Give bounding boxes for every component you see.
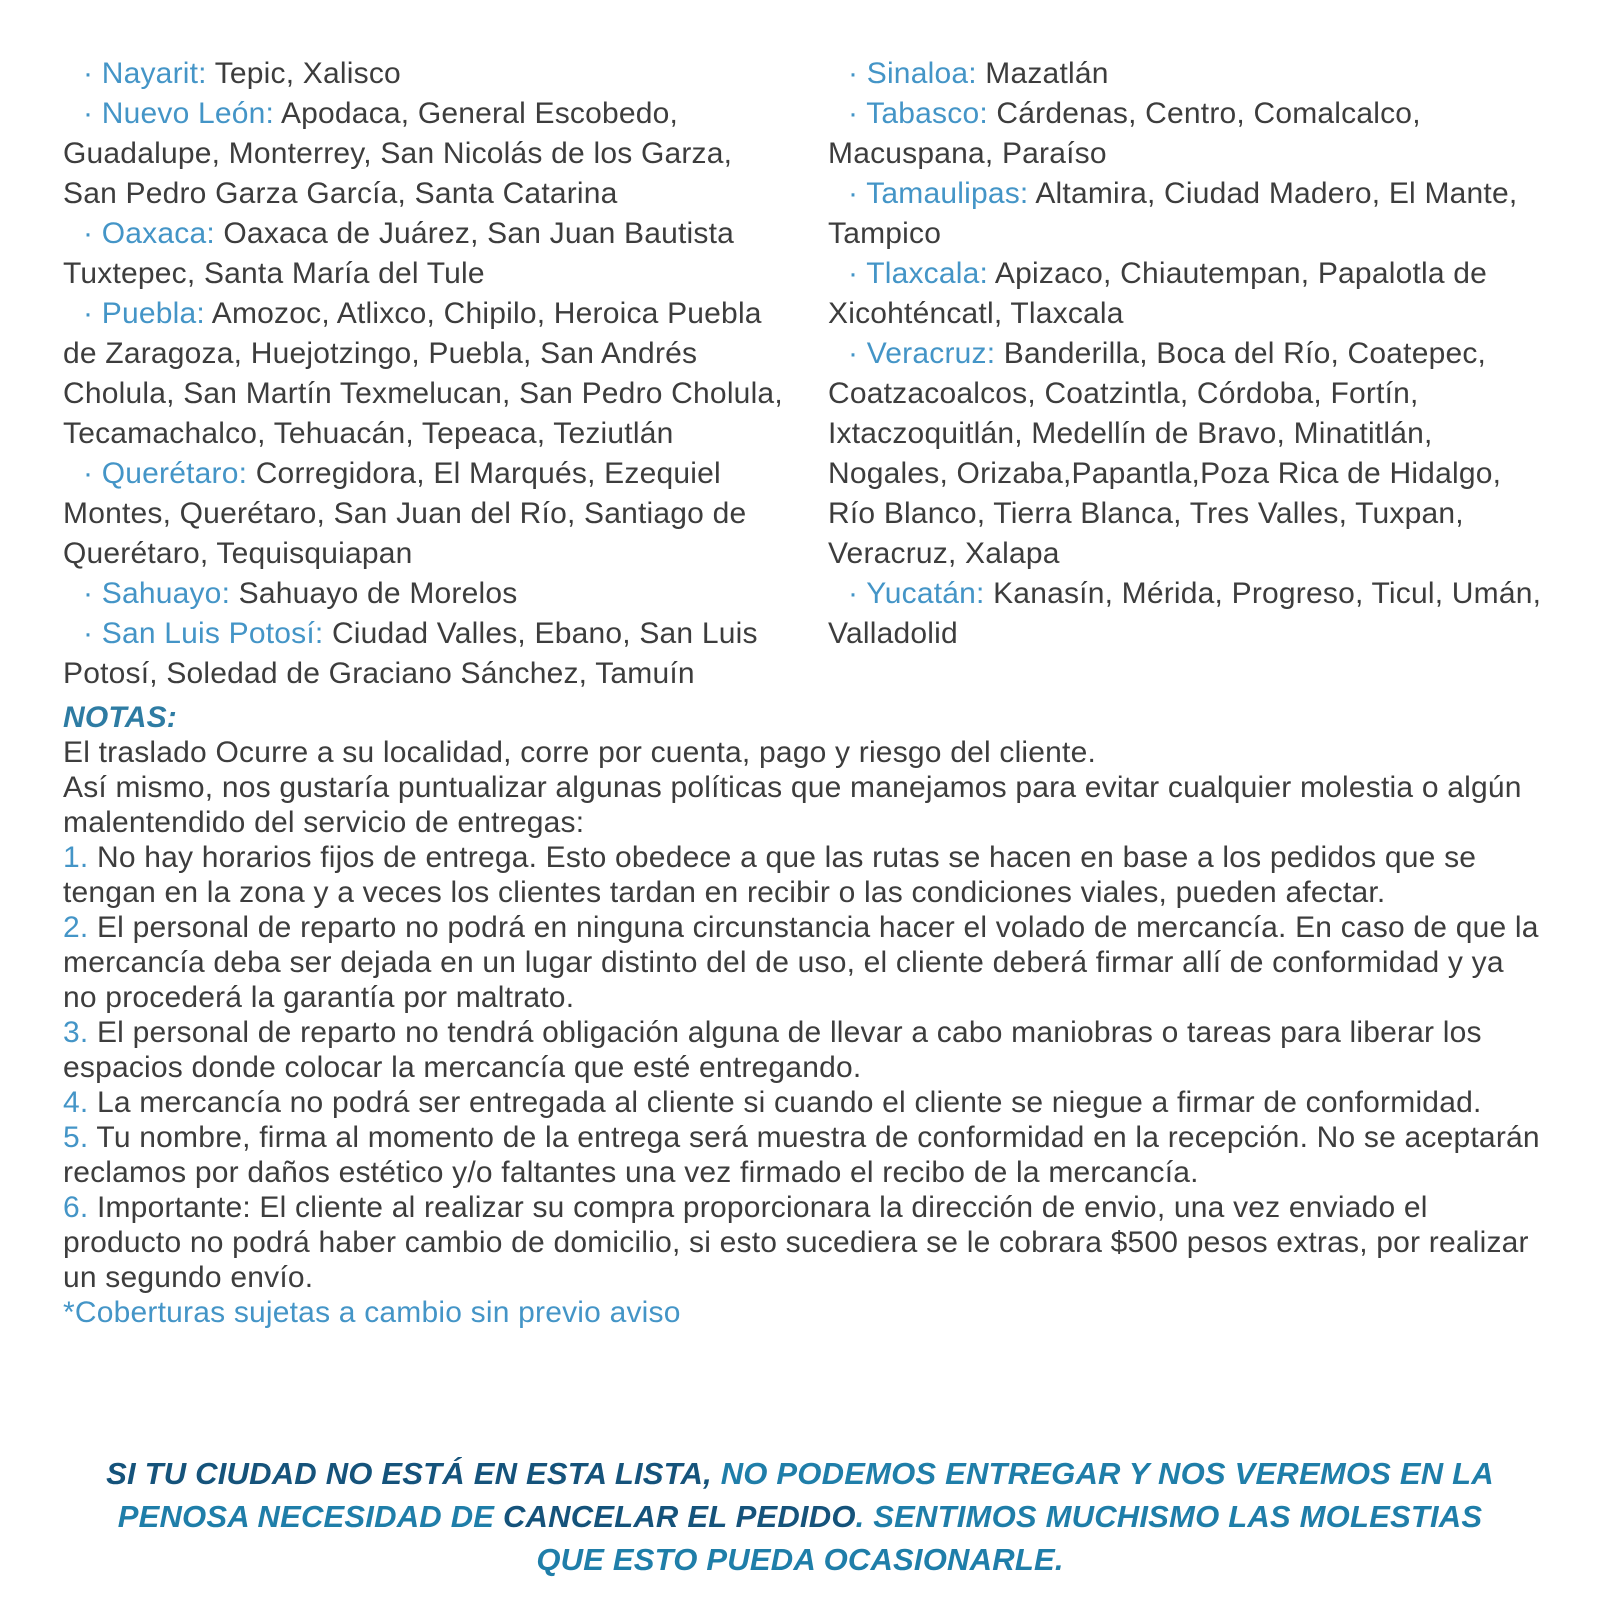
note-number: 5.	[63, 1121, 89, 1154]
bullet-glyph: ·	[83, 97, 102, 130]
bullet-glyph: ·	[83, 297, 102, 330]
notes-section	[63, 700, 1545, 1330]
coverage-entry: · Tamaulipas: Altamira, Ciudad Madero, El Mante, Tampico	[828, 177, 1518, 250]
coverage-entry: · Querétaro: Corregidora, El Marqués, Ezequiel Montes, Querétaro, San Juan del Río, Santiago de Querétaro, Tequisquiapan	[63, 457, 747, 570]
footer-text: NO PODEMOS ENTREGAR Y NOS VEREMOS EN LA PENOSA NECESIDAD DE	[117, 1456, 1494, 1534]
coverage-entry: · Yucatán: Kanasín, Mérida, Progreso, Ticul, Umán, Valladolid	[828, 577, 1542, 650]
coverage-entry: · Sahuayo: Sahuayo de Morelos	[83, 577, 518, 610]
state-label: Veracruz:	[866, 337, 996, 370]
state-label: Puebla:	[101, 297, 205, 330]
coverage-entry: · Sinaloa: Mazatlán	[848, 57, 1109, 90]
bullet-glyph: ·	[848, 177, 867, 210]
footer-warning	[80, 1452, 1520, 1581]
state-label: Nayarit:	[101, 57, 207, 90]
coverage-entry: · Tabasco: Cárdenas, Centro, Comalcalco, Macuspana, Paraíso	[828, 97, 1421, 170]
coverage-column-right	[828, 54, 1545, 694]
bullet-glyph: ·	[83, 217, 102, 250]
note-item: 1. No hay horarios fijos de entrega. Esto obedece a que las rutas se hacen en base a los pedidos que se tengan en la zona y a veces los clientes tardan en recibir o las condiciones viales, pueden afectar.	[63, 841, 1477, 909]
bullet-glyph: ·	[83, 457, 102, 490]
state-label: Nuevo León:	[101, 97, 275, 130]
bullet-glyph: ·	[848, 257, 867, 290]
coverage-column-left	[63, 54, 790, 694]
bullet-glyph: ·	[848, 57, 867, 90]
state-label: Tabasco:	[866, 97, 988, 130]
state-label: Sahuayo:	[101, 577, 231, 610]
state-label: Querétaro:	[101, 457, 248, 490]
coverage-entry: · San Luis Potosí: Ciudad Valles, Ebano, San Luis Potosí, Soledad de Graciano Sánchez, Tamuín	[63, 617, 758, 690]
coverage-entry: · Puebla: Amozoc, Atlixco, Chipilo, Heroica Puebla de Zaragoza, Huejotzingo, Puebla, San Andrés Cholula, San Martín Texmelucan, San Pedro Cholula, Tecamachalco, Tehuacán, Tepeaca, Teziutlán	[63, 297, 783, 450]
note-number: 1.	[63, 841, 89, 874]
coverage-entry: · Tlaxcala: Apizaco, Chiautempan, Papalotla de Xicohténcatl, Tlaxcala	[828, 257, 1488, 330]
note-item: 4. La mercancía no podrá ser entregada al cliente si cuando el cliente se niegue a firmar de conformidad.	[63, 1086, 1482, 1119]
coverage-list	[63, 54, 1545, 694]
coverage-entry: · Nayarit: Tepic, Xalisco	[83, 57, 401, 90]
note-number: 2.	[63, 911, 89, 944]
state-label: Tlaxcala:	[866, 257, 989, 290]
note-item: 6. Importante: El cliente al realizar su compra proporcionara la dirección de envio, una vez enviado el producto no podrá haber cambio de domicilio, si esto sucediera se le cobrara $500 pesos extras, por realizar un segundo envío.	[63, 1191, 1529, 1294]
coverage-entry: · Oaxaca: Oaxaca de Juárez, San Juan Bautista Tuxtepec, Santa María del Tule	[63, 217, 735, 290]
coverage-entry: · Nuevo León: Apodaca, General Escobedo, Guadalupe, Monterrey, San Nicolás de los Garza, San Pedro Garza García, Santa Catarina	[63, 97, 733, 210]
note-item: 3. El personal de reparto no tendrá obligación alguna de llevar a cabo maniobras o tareas para liberar los espacios donde colocar la mercancía que esté entregando.	[63, 1016, 1482, 1084]
bullet-glyph: ·	[83, 57, 102, 90]
coverage-entry: · Veracruz: Banderilla, Boca del Río, Coatepec, Coatzacoalcos, Coatzintla, Córdoba, Fortín, Ixtaczoquitlán, Medellín de Bravo, Minatitlán, Nogales, Orizaba,Papantla,Poza Rica de Hidalgo, Río Blanco, Tierra Blanca, Tres Valles, Tuxpan, Veracruz, Xalapa	[828, 337, 1502, 570]
state-label: Oaxaca:	[101, 217, 215, 250]
note-number: 6.	[63, 1191, 89, 1224]
bullet-glyph: ·	[848, 577, 867, 610]
bullet-glyph: ·	[848, 97, 867, 130]
footer-emphasis-text: SI TU CIUDAD NO ESTÁ EN ESTA LISTA,	[106, 1456, 721, 1491]
state-label: San Luis Potosí:	[101, 617, 324, 650]
state-label: Tamaulipas:	[866, 177, 1029, 210]
note-item: 5. Tu nombre, firma al momento de la entrega será muestra de conformidad en la recepción. No se aceptarán reclamos por daños estético y/o faltantes una vez firmado el recibo de la mercancía.	[63, 1121, 1540, 1189]
notes-body	[63, 840, 1545, 1295]
bullet-glyph: ·	[83, 577, 102, 610]
coverage-footnote: *Coberturas sujetas a cambio sin previo aviso	[63, 1296, 681, 1329]
note-number: 3.	[63, 1016, 89, 1049]
footer-text: . SENTIMOS MUCHISMO LAS MOLESTIAS QUE ESTO PUEDA OCASIONARLE.	[536, 1499, 1483, 1577]
notes-intro-line-1: El traslado Ocurre a su localidad, corre por cuenta, pago y riesgo del cliente.	[63, 736, 1097, 769]
footer-emphasis-text: CANCELAR EL PEDIDO	[502, 1499, 856, 1534]
bullet-glyph: ·	[848, 337, 867, 370]
state-label: Yucatán:	[866, 577, 985, 610]
note-item: 2. El personal de reparto no podrá en ninguna circunstancia hacer el volado de mercancía. En caso de que la mercancía deba ser dejada en un lugar distinto del de uso, el cliente deberá firmar allí de conformidad y ya no procederá la garantía por maltrato.	[63, 911, 1539, 1014]
note-number: 4.	[63, 1086, 89, 1119]
notes-heading: NOTAS:	[63, 701, 177, 734]
state-label: Sinaloa:	[866, 57, 977, 90]
bullet-glyph: ·	[83, 617, 102, 650]
notes-intro-line-2: Así mismo, nos gustaría puntualizar algunas políticas que manejamos para evitar cualquier molestia o algún malentendido del servicio de entregas:	[63, 771, 1522, 839]
